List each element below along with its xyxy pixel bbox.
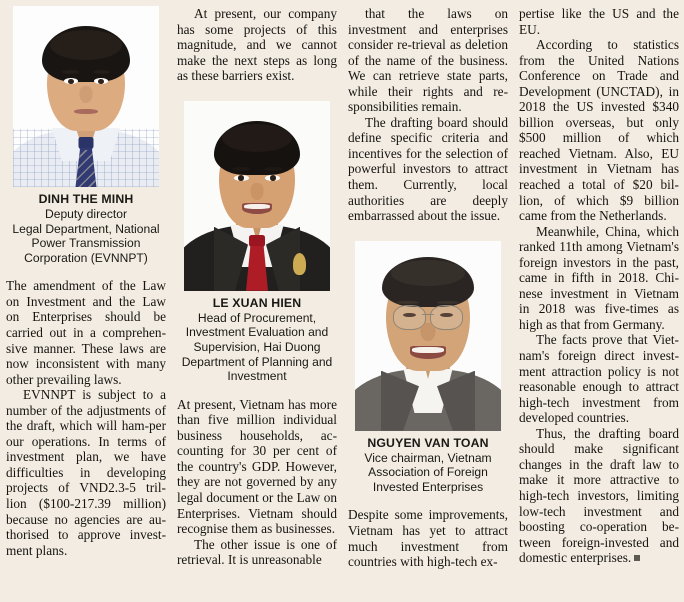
body-paragraph: According to statistics from the United Nations Conference on Trade and Development (UNCTAD), in 2018 the US invested $340 billion overseas, but only $500 million of which reached Vietnam. Also, EU investment in Vietnam has reached a total of $20 bil-lion, of which $9 billion came from the Netherlands. <box>519 37 679 224</box>
caption-name: NGUYEN VAN TOAN <box>367 435 489 450</box>
body-paragraph: that the laws on investment and enterprises consider re-trieval as deletion of the name of the business. We can retrieve state parts, while their rights and re-sponsibilities remain. <box>348 6 508 115</box>
caption-nguyen-van-toan <box>348 436 508 495</box>
caption-role-line: Deputy director <box>44 207 127 221</box>
body-paragraph: The drafting board should define specific criteria and incentives for the selection of powerful investors to attract them. Currently, local authorities are deeply embarrassed about the issue. <box>348 114 508 224</box>
body-paragraph: The other issue is one of retrieval. It is unreasonable <box>177 536 337 568</box>
caption-role-line: Power Transmission <box>31 236 141 251</box>
spacer <box>177 84 337 101</box>
spacer <box>348 494 508 507</box>
article-end-mark <box>634 555 640 561</box>
body-paragraph: pertise like the US and the EU. <box>519 6 679 37</box>
spacer <box>177 384 337 397</box>
portrait-le-xuan-hien <box>184 101 330 291</box>
caption-role-line: Vice chairman, Vietnam <box>364 450 492 465</box>
body-paragraph: EVNNPT is subject to a number of the adjustments of the draft, which will ham-per our operations. In terms of investment plan, we have difficulties in developing projects of VND2.3-5 tril-lion ($100-217.39 million) because no agencies are au-thorised to approve invest-ment plans. <box>6 387 166 558</box>
caption-role-line: Legal Department, National <box>12 221 160 236</box>
column-2 <box>177 6 337 598</box>
caption-name: DINH THE MINH <box>38 192 134 206</box>
column-3 <box>348 6 508 598</box>
body-paragraph: Meanwhile, China, which ranked 11th among Vietnam's foreign investors in the past, came in fifth in 2018. Chi-nese investment in Vietnam in 2018 was five-times as high as that from Germany. <box>519 223 679 332</box>
portrait-nguyen-van-toan <box>355 241 501 431</box>
caption-dinh-the-minh <box>6 192 166 265</box>
column-4 <box>519 6 679 598</box>
caption-role-line: Head of Procurement, <box>197 310 317 325</box>
caption-role-line: Supervision, Hai Duong <box>193 339 321 354</box>
portrait-dinh-the-minh <box>13 6 159 187</box>
body-paragraph: At present, our company has some projects of this magnitude, and we cannot make the next steps as long as these barriers exist. <box>177 6 337 84</box>
body-paragraph: At present, Vietnam has more than five million individual business households, ac-counting for 30 per cent of the country's GDP. However, they are not governed by any legal document or the Law on Enterprises. Vietnam should recognise them as businesses. <box>177 396 337 537</box>
caption-role-line: Corporation (EVNNPT) <box>24 250 148 265</box>
caption-role-line: Association of Foreign <box>368 465 488 480</box>
caption-le-xuan-hien <box>177 296 337 384</box>
body-paragraph: Despite some improvements, Vietnam has yet to attract much investment from countries with high-tech ex- <box>348 507 508 570</box>
caption-role-line: Investment <box>227 369 287 384</box>
caption-role-line: Investment Evaluation and <box>185 325 329 340</box>
spacer <box>348 224 508 241</box>
body-paragraph: The amendment of the Law on Investment and the Law on Enterprises should be carried out in a comprehen-sive manner. These laws are now inconsistent with many other prevailing laws. <box>6 278 166 387</box>
caption-role-line: Department of Planning and <box>181 354 333 369</box>
caption-name: LE XUAN HIEN <box>212 295 302 310</box>
caption-role-line: Invested Enterprises <box>372 479 484 494</box>
body-paragraph-text: Thus, the drafting board should make significant changes in the draft law to make it more attractive to high-tech investors, limiting low-tech investment and boosting co-operation be-tween foreign-invested and domestic enterprises. <box>519 425 679 566</box>
spacer <box>6 265 166 278</box>
body-paragraph-last <box>519 426 679 566</box>
body-paragraph: The facts prove that Viet-nam's foreign direct invest-ment attraction policy is not reasonable enough to attract high-tech investment from developed countries. <box>519 332 679 426</box>
column-1 <box>6 6 166 598</box>
